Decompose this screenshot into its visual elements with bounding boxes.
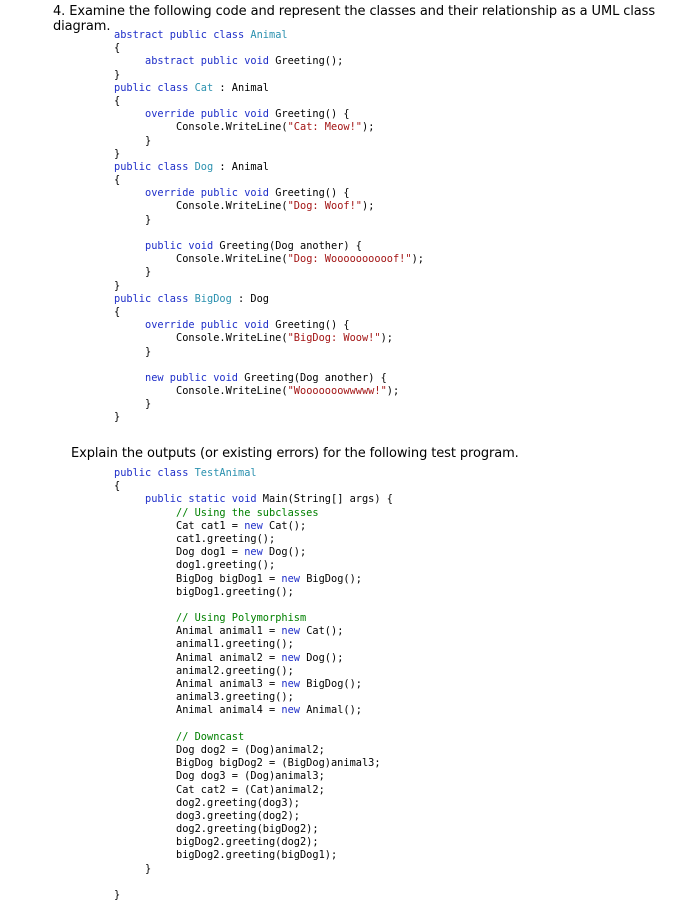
code-line [114, 227, 424, 240]
code-token: public class [114, 81, 195, 94]
code-token: } [114, 134, 152, 147]
code-line [114, 148, 424, 161]
code-token: override public void [145, 108, 276, 121]
code-token: : Dog [231, 292, 269, 305]
code-line [114, 586, 393, 599]
code-line [114, 480, 393, 493]
code-token: Cat [194, 81, 214, 94]
code-token: Cat(); [306, 625, 344, 638]
code-line [114, 253, 424, 266]
code-line [114, 332, 424, 345]
code-line [114, 55, 424, 68]
code-token: public void [145, 240, 220, 252]
code-token: Console.WriteLine( [114, 332, 288, 345]
code-token: } [114, 213, 152, 226]
code-token: { [114, 480, 121, 493]
code-line [114, 704, 393, 717]
code-line [114, 533, 393, 546]
code-token: "BigDog: Woow!" [287, 332, 381, 345]
code-line [114, 797, 393, 810]
code-line [114, 161, 424, 174]
code-token: Greeting() { [275, 319, 350, 332]
code-line [114, 652, 393, 665]
code-line [114, 849, 393, 862]
code-token: // Downcast [176, 730, 245, 743]
code-token: override public void [145, 319, 276, 332]
code-token: dog2.greeting(dog3); [114, 796, 300, 809]
code-line [114, 546, 393, 559]
code-token: TestAnimal [194, 467, 257, 479]
code-token: : Animal [213, 81, 269, 94]
code-token: ); [362, 121, 375, 134]
code-token: } [114, 889, 121, 901]
code-token: dog1.greeting(); [114, 559, 276, 572]
code-line [114, 823, 393, 836]
code-line [114, 493, 393, 506]
code-line [114, 398, 424, 411]
code-token [114, 731, 176, 743]
code-token: { [114, 305, 121, 318]
code-token: Console.WriteLine( [114, 253, 288, 266]
code-line [114, 306, 424, 319]
code-token: ); [386, 385, 400, 398]
code-line [114, 612, 393, 625]
code-line [114, 293, 424, 306]
code-line [114, 638, 393, 651]
code-token: { [114, 174, 121, 187]
code-line [114, 665, 393, 678]
code-token: "Dog: Woooooooooof!" [287, 253, 412, 266]
code-token: Animal [250, 29, 288, 41]
code-token: ); [411, 253, 424, 266]
code-token: } [114, 68, 121, 81]
code-token: ); [362, 200, 375, 213]
code-token: } [114, 345, 152, 358]
code-token [114, 493, 145, 505]
class-definitions-code [114, 29, 424, 425]
code-token: Cat cat2 = (Cat)animal2; [114, 783, 325, 796]
code-token: new [244, 519, 269, 532]
code-token: public class [114, 467, 195, 479]
code-token [114, 319, 145, 331]
code-token: Dog dog2 = (Dog)animal2; [114, 743, 325, 756]
code-line [114, 836, 393, 849]
test-program-code [114, 467, 393, 902]
code-line [114, 810, 393, 823]
code-token [114, 372, 145, 384]
code-token: } [114, 862, 152, 875]
code-token: BigDog [194, 292, 232, 305]
code-line [114, 385, 424, 398]
code-line [114, 507, 393, 520]
code-token: abstract public void [145, 55, 276, 68]
code-line [114, 889, 393, 902]
code-line [114, 240, 424, 253]
code-line [114, 95, 424, 108]
code-line [114, 599, 393, 612]
code-line [114, 731, 393, 744]
code-token: Greeting(); [275, 55, 344, 68]
code-token: Animal(); [306, 704, 362, 717]
code-token: new [281, 572, 307, 585]
code-token: Cat(); [269, 519, 307, 532]
code-token: "Wooooooowwwww!" [287, 385, 387, 398]
code-token [114, 108, 145, 120]
code-token: Greeting() { [275, 108, 350, 121]
code-token: "Cat: Meow!" [287, 121, 362, 134]
code-line [114, 863, 393, 876]
code-token: animal2.greeting(); [114, 664, 294, 677]
code-token: public static void [145, 493, 263, 506]
code-line [114, 467, 393, 480]
code-line [114, 108, 424, 121]
code-line [114, 42, 424, 55]
code-line [114, 187, 424, 200]
code-token: Animal animal1 = [114, 625, 282, 638]
code-line [114, 876, 393, 889]
code-token: animal3.greeting(); [114, 691, 294, 704]
code-line [114, 200, 424, 213]
code-token: BigDog bigDog2 = (BigDog)animal3; [114, 757, 381, 770]
code-token: Animal animal3 = [114, 678, 282, 690]
code-line [114, 69, 424, 82]
code-line [114, 372, 424, 385]
code-line [114, 411, 424, 424]
code-token [114, 55, 145, 67]
code-token: public class [114, 160, 195, 173]
code-token: Dog dog3 = (Dog)animal3; [114, 770, 325, 783]
code-line [114, 280, 424, 293]
code-token: } [114, 398, 152, 411]
code-token: Dog(); [306, 651, 344, 664]
code-token: bigDog2.greeting(bigDog1); [114, 849, 338, 862]
question-title: 4. Examine the following code and represent the classes and their relationship as a UML class diagram. [53, 4, 656, 34]
code-token: bigDog2.greeting(dog2); [114, 836, 319, 849]
code-token: new [244, 546, 269, 559]
code-line [114, 319, 424, 332]
code-line [114, 359, 424, 372]
code-line [114, 135, 424, 148]
code-token: abstract public class [114, 29, 251, 41]
code-token: } [114, 147, 121, 160]
code-line [114, 678, 393, 691]
code-token: Dog(); [269, 546, 307, 559]
code-line [114, 718, 393, 731]
code-token: animal1.greeting(); [114, 638, 294, 651]
code-token: { [114, 42, 121, 55]
code-token: // Using the subclasses [176, 506, 319, 519]
code-token: new [281, 678, 307, 690]
code-token: Main(String[] args) { [262, 493, 393, 506]
code-token: } [114, 279, 121, 292]
code-token: Console.WriteLine( [114, 121, 288, 134]
code-token: Greeting() { [275, 187, 350, 200]
code-token: BigDog(); [306, 572, 362, 585]
code-token: new [281, 651, 307, 664]
code-token: ); [380, 332, 393, 345]
code-token: "Dog: Woof!" [287, 200, 362, 213]
code-line [114, 770, 393, 783]
code-token: new [281, 625, 307, 638]
code-token: // Using Polymorphism [176, 612, 307, 625]
code-token: Animal animal2 = [114, 651, 282, 664]
code-line [114, 266, 424, 279]
code-token: dog2.greeting(bigDog2); [114, 823, 319, 836]
code-token: Cat cat1 = [114, 519, 245, 532]
code-line [114, 520, 393, 533]
code-token: override public void [145, 187, 276, 200]
code-token: Dog [194, 160, 214, 173]
code-token: Dog dog1 = [114, 546, 245, 559]
code-token [114, 240, 145, 252]
code-token: { [114, 94, 121, 107]
code-token: Greeting(Dog another) { [219, 240, 362, 252]
code-token: } [114, 411, 121, 424]
code-token: Console.WriteLine( [114, 200, 288, 213]
code-line [114, 573, 393, 586]
code-token: : Animal [213, 160, 269, 173]
code-line [114, 121, 424, 134]
code-token: bigDog1.greeting(); [114, 585, 294, 598]
code-token: BigDog(); [306, 678, 362, 690]
code-token: public class [114, 292, 195, 305]
code-token: Greeting(Dog another) { [244, 371, 387, 384]
code-line [114, 214, 424, 227]
code-token: } [114, 266, 152, 279]
code-line [114, 625, 393, 638]
code-token: new [281, 704, 307, 717]
code-line [114, 346, 424, 359]
explain-outputs-prompt: Explain the outputs (or existing errors) for the following test program. [71, 446, 519, 461]
code-token: new public void [145, 371, 245, 384]
code-token: Animal animal4 = [114, 704, 282, 717]
code-line [114, 82, 424, 95]
code-token: BigDog bigDog1 = [114, 572, 282, 585]
code-line [114, 744, 393, 757]
code-token: cat1.greeting(); [114, 532, 276, 545]
code-line [114, 757, 393, 770]
code-token: dog3.greeting(dog2); [114, 809, 300, 822]
code-token [114, 187, 145, 199]
code-token: Console.WriteLine( [114, 385, 288, 398]
code-line [114, 29, 424, 42]
code-line [114, 174, 424, 187]
code-line [114, 691, 393, 704]
code-line [114, 784, 393, 797]
code-line [114, 559, 393, 572]
code-token [114, 612, 176, 624]
code-token [114, 507, 176, 519]
